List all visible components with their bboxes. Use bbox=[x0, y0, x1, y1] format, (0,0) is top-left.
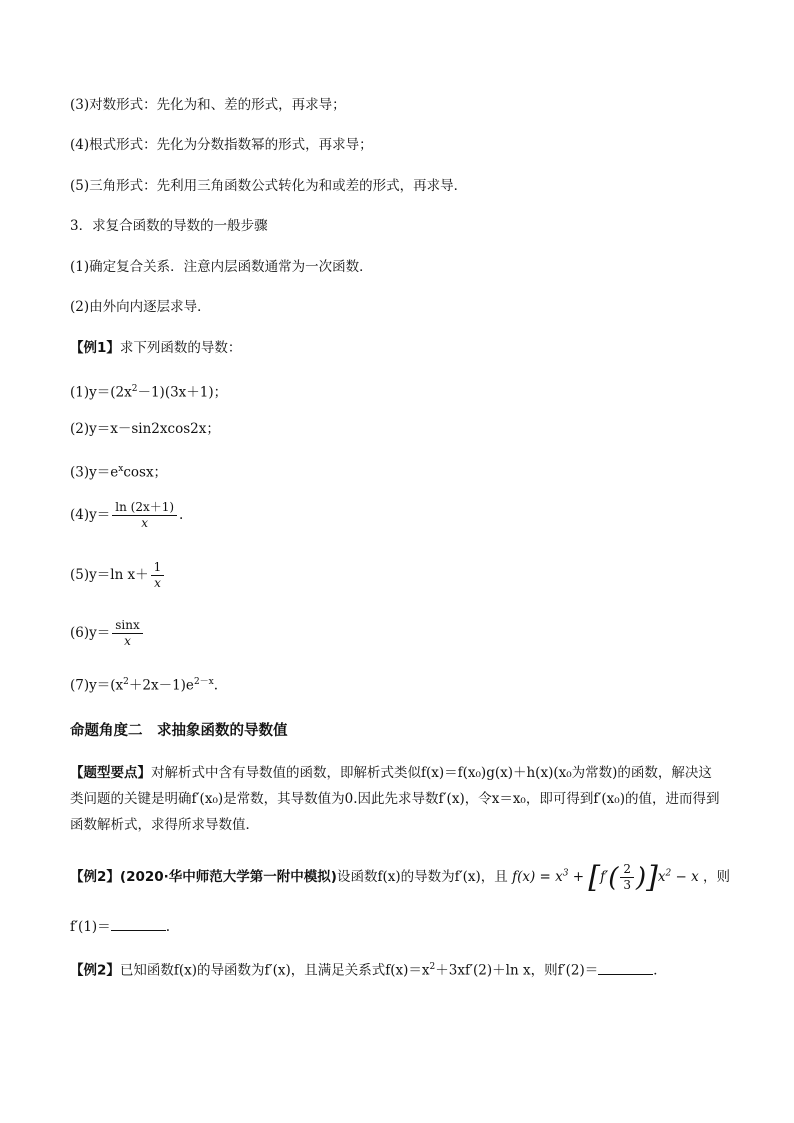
answer-blank[interactable] bbox=[598, 962, 653, 975]
example1-item-4: (4)y＝ $\frac{\ln (2x+1)}{x}$ . bbox=[70, 500, 184, 530]
fraction: $\frac{\ln (2x+1)}{x}$ bbox=[112, 500, 177, 531]
example2a-line2: f′(1)＝ . bbox=[70, 919, 170, 935]
example1-item-3: $(3)y=e^x\cos x$； bbox=[70, 464, 168, 481]
tip-label: 【题型要点】 bbox=[70, 765, 151, 781]
example2b-line: 【例2】已知函数f(x)的导函数为f′(x)，且满足关系式$f(x)=x^2+3xf'(2)+\ln$ x，则f′(2)＝ ． bbox=[70, 962, 667, 979]
example1-text: 求下列函数的导数： bbox=[119, 340, 242, 356]
text-line-trig-form: (5)三角形式：先利用三角函数公式转化为和或差的形式，再求导． bbox=[70, 178, 468, 194]
text-line-composite-steps: 3．求复合函数的导数的一般步骤 bbox=[70, 218, 268, 234]
example1-item-7: $(7)y=(x^2+2x-1)e^{2-x}$. bbox=[70, 677, 219, 694]
example1-item-5: (5)y＝ln x＋ $\frac{1}{x}$ bbox=[70, 560, 166, 591]
text-line-radical-form: (4)根式形式：先化为分数指数幂的形式，再求导； bbox=[70, 137, 373, 153]
left-paren: ( bbox=[608, 862, 619, 893]
right-bracket: ] bbox=[646, 859, 658, 895]
example1-header bbox=[70, 339, 241, 357]
fraction: $\frac{\sin x}{x}$ bbox=[112, 618, 143, 649]
example2a-line1: 【例2】(2020·华中师范大学第一附中模拟)设函数f(x)的导数为f′(x)，且 $f(x) = x^3 + [f'$( $\frac{2}{3}$ )]$x^2 - x$ ，则 bbox=[70, 859, 731, 895]
right-paren: ) bbox=[635, 862, 647, 893]
left-bracket: [ bbox=[588, 859, 601, 895]
example1-label: 【例1】 bbox=[70, 340, 120, 356]
answer-blank[interactable] bbox=[111, 918, 166, 931]
example2a-source: (2020·华中师范大学第一附中模拟) bbox=[119, 869, 337, 885]
fraction: $\frac{2}{3}$ bbox=[620, 862, 634, 893]
tip-text: 对解析式中含有导数值的函数，即解析式类似f(x)＝f(x₀)g(x)＋h(x)(x₀为常数)的函数，解决这类问题的关键是明确f′(x₀)是常数，其导数值为0.因此先求导数f′(x)，令x＝x₀，即可得到f′(x₀)的值，进而得到函数解析式，求得所求导数值． bbox=[70, 765, 720, 833]
text-line-step2: (2)由外向内逐层求导． bbox=[70, 299, 211, 315]
example1-item-6: (6)y＝ $\frac{\sin x}{x}$ bbox=[70, 618, 145, 649]
text-line-log-form: (3)对数形式：先化为和、差的形式，再求导； bbox=[70, 97, 346, 113]
example2b-label: 【例2】 bbox=[70, 962, 120, 979]
text-line-step1: (1)确定复合关系．注意内层函数通常为一次函数． bbox=[70, 259, 373, 275]
tip-paragraph bbox=[70, 760, 720, 838]
example2a-label: 【例2】 bbox=[70, 869, 120, 885]
formula: $f(x) = x^3 + [f'$( $\frac{2}{3}$ )]$x^2 - x$ bbox=[512, 859, 699, 895]
example1-item-1: $(1)y=(2x^2-1)(3x+1)$； bbox=[70, 384, 228, 401]
example1-item-2: (2)y＝x－sin2xcos2x； bbox=[70, 421, 220, 437]
fraction: $\frac{1}{x}$ bbox=[151, 560, 165, 591]
section-title: 命题角度二 求抽象函数的导数值 bbox=[70, 723, 288, 739]
